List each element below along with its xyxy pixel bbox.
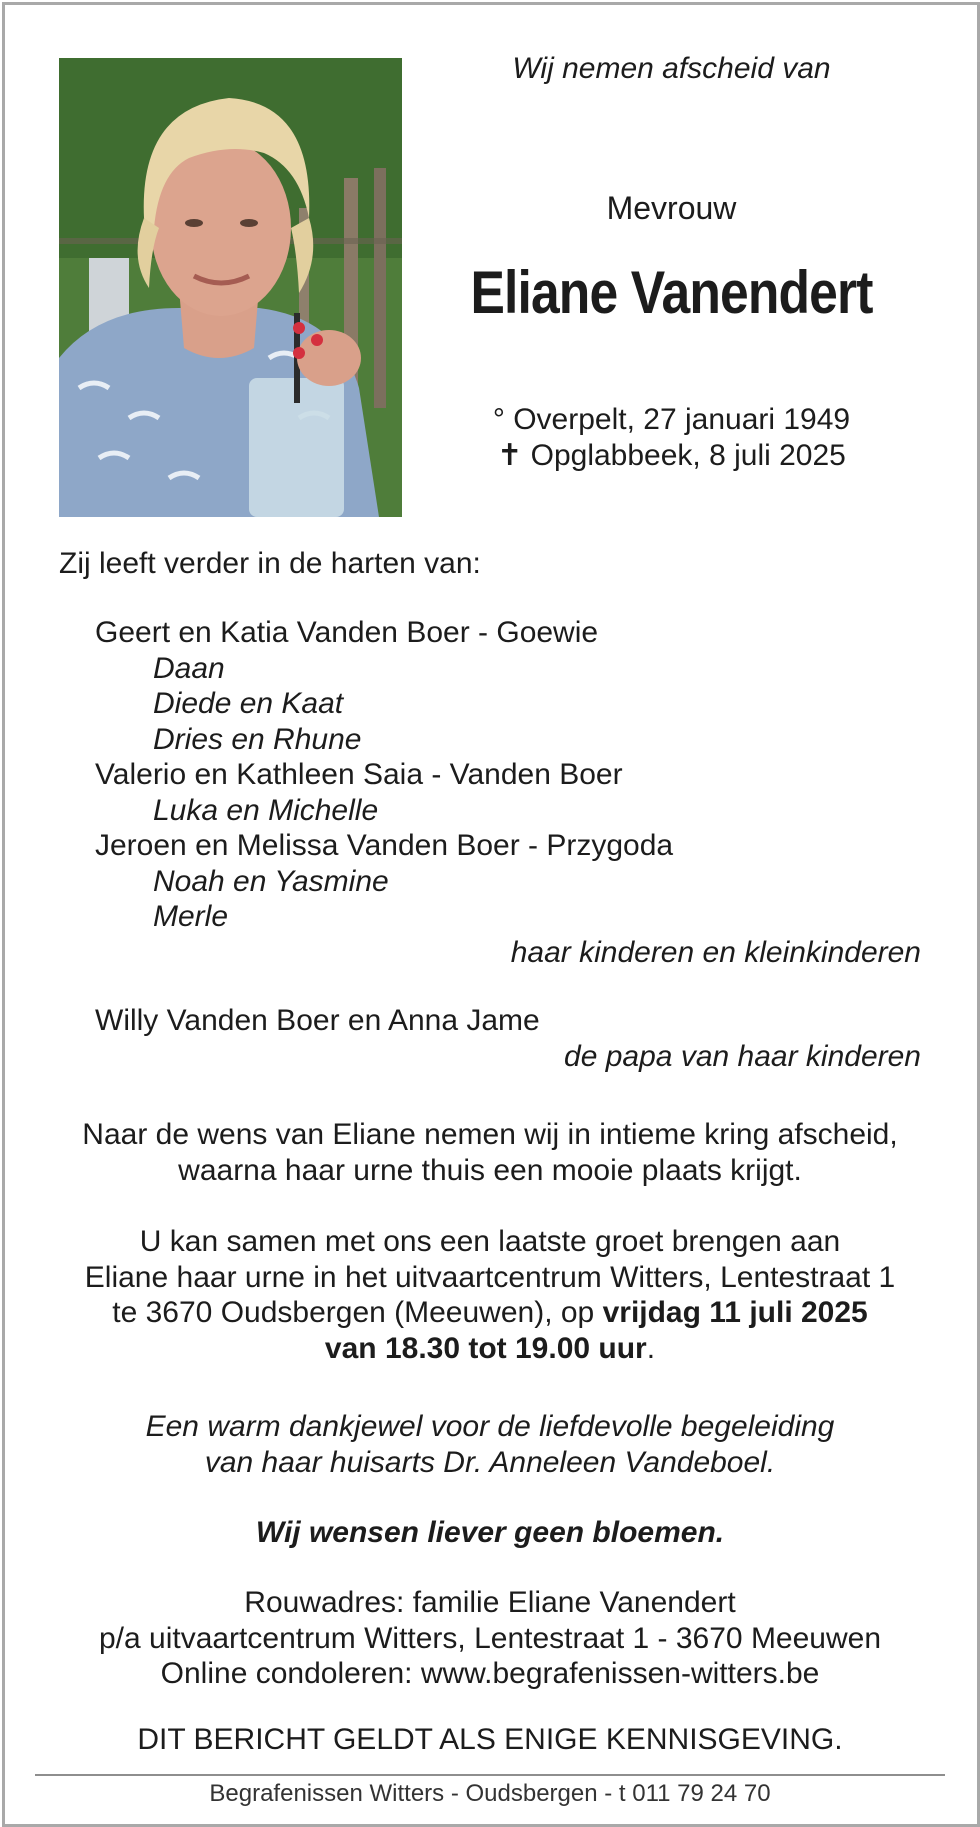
family-child: Daan [153, 651, 225, 685]
survivors-intro: Zij leeft verder in de harten van: [59, 547, 481, 580]
other-survivor-relation: de papa van haar kinderen [564, 1039, 921, 1073]
footer-line: Begrafenissen Witters - Oudsbergen - t 011 79 24 70 [209, 1780, 771, 1807]
thanks-line: Een warm dankjewel voor de liefdevolle begeleiding [145, 1410, 835, 1443]
visit-line: Eliane haar urne in het uitvaartcentrum Witters, Lentestraat 1 [84, 1260, 896, 1294]
visit-line [40, 1331, 940, 1367]
address-line: Rouwadres: familie Eliane Vanendert [244, 1586, 736, 1619]
wish-paragraph [40, 1117, 940, 1188]
other-survivor [0, 1003, 980, 1083]
salutation: Mevrouw [606, 190, 737, 226]
visit-line [40, 1295, 940, 1331]
life-dates [440, 402, 903, 474]
visit-time: van 18.30 tot 19.00 uur [324, 1331, 647, 1365]
address-line: p/a uitvaartcentrum Witters, Lentestraat 1 - 3670 Meeuwen [98, 1621, 882, 1655]
family-child: Merle [153, 900, 229, 933]
family-child: Diede en Kaat [153, 687, 344, 720]
family-parents: Jeroen en Melissa Vanden Boer - Przygoda [95, 829, 674, 862]
intro-line: Wij nemen afscheid van [512, 52, 831, 85]
flowers-note: Wij wensen liever geen bloemen. [255, 1516, 725, 1549]
wish-line: waarna haar urne thuis een mooie plaats krijgt. [178, 1153, 802, 1187]
footer-divider [35, 1774, 945, 1776]
family-list [0, 615, 980, 995]
visit-period: . [646, 1331, 656, 1365]
birth-line: ° Overpelt, 27 januari 1949 [492, 403, 851, 436]
visit-line: U kan samen met ons een laatste groet brengen aan [139, 1225, 841, 1258]
condolence-line: Online condoleren: www.begrafenissen-witters.be [160, 1657, 820, 1690]
family-child: Noah en Yasmine [153, 864, 389, 898]
family-parents: Geert en Katia Vanden Boer - Goewie [95, 616, 599, 649]
visit-paragraph [40, 1224, 940, 1366]
address-block [40, 1585, 940, 1692]
family-child: Luka en Michelle [153, 793, 379, 827]
portrait-illustration [59, 58, 402, 517]
notice-line: DIT BERICHT GELDT ALS ENIGE KENNISGEVING. [137, 1723, 843, 1756]
visit-date: vrijdag 11 juli 2025 [602, 1296, 868, 1329]
portrait-photo [59, 58, 402, 517]
death-line: ✝ Opglabbeek, 8 juli 2025 [497, 439, 846, 472]
family-child: Dries en Rhune [153, 722, 362, 756]
deceased-name: Eliane Vanendert [470, 259, 873, 326]
families-relation: haar kinderen en kleinkinderen [510, 935, 921, 969]
family-parents: Valerio en Kathleen Saia - Vanden Boer [95, 758, 623, 791]
thanks-line: van haar huisarts Dr. Anneleen Vandeboel. [204, 1445, 776, 1479]
visit-location: te 3670 Oudsbergen (Meeuwen), op [112, 1296, 603, 1329]
other-survivor-name: Willy Vanden Boer en Anna Jame [95, 1004, 540, 1037]
wish-line: Naar de wens van Eliane nemen wij in intieme kring afscheid, [82, 1118, 898, 1151]
thanks-paragraph [40, 1409, 940, 1480]
